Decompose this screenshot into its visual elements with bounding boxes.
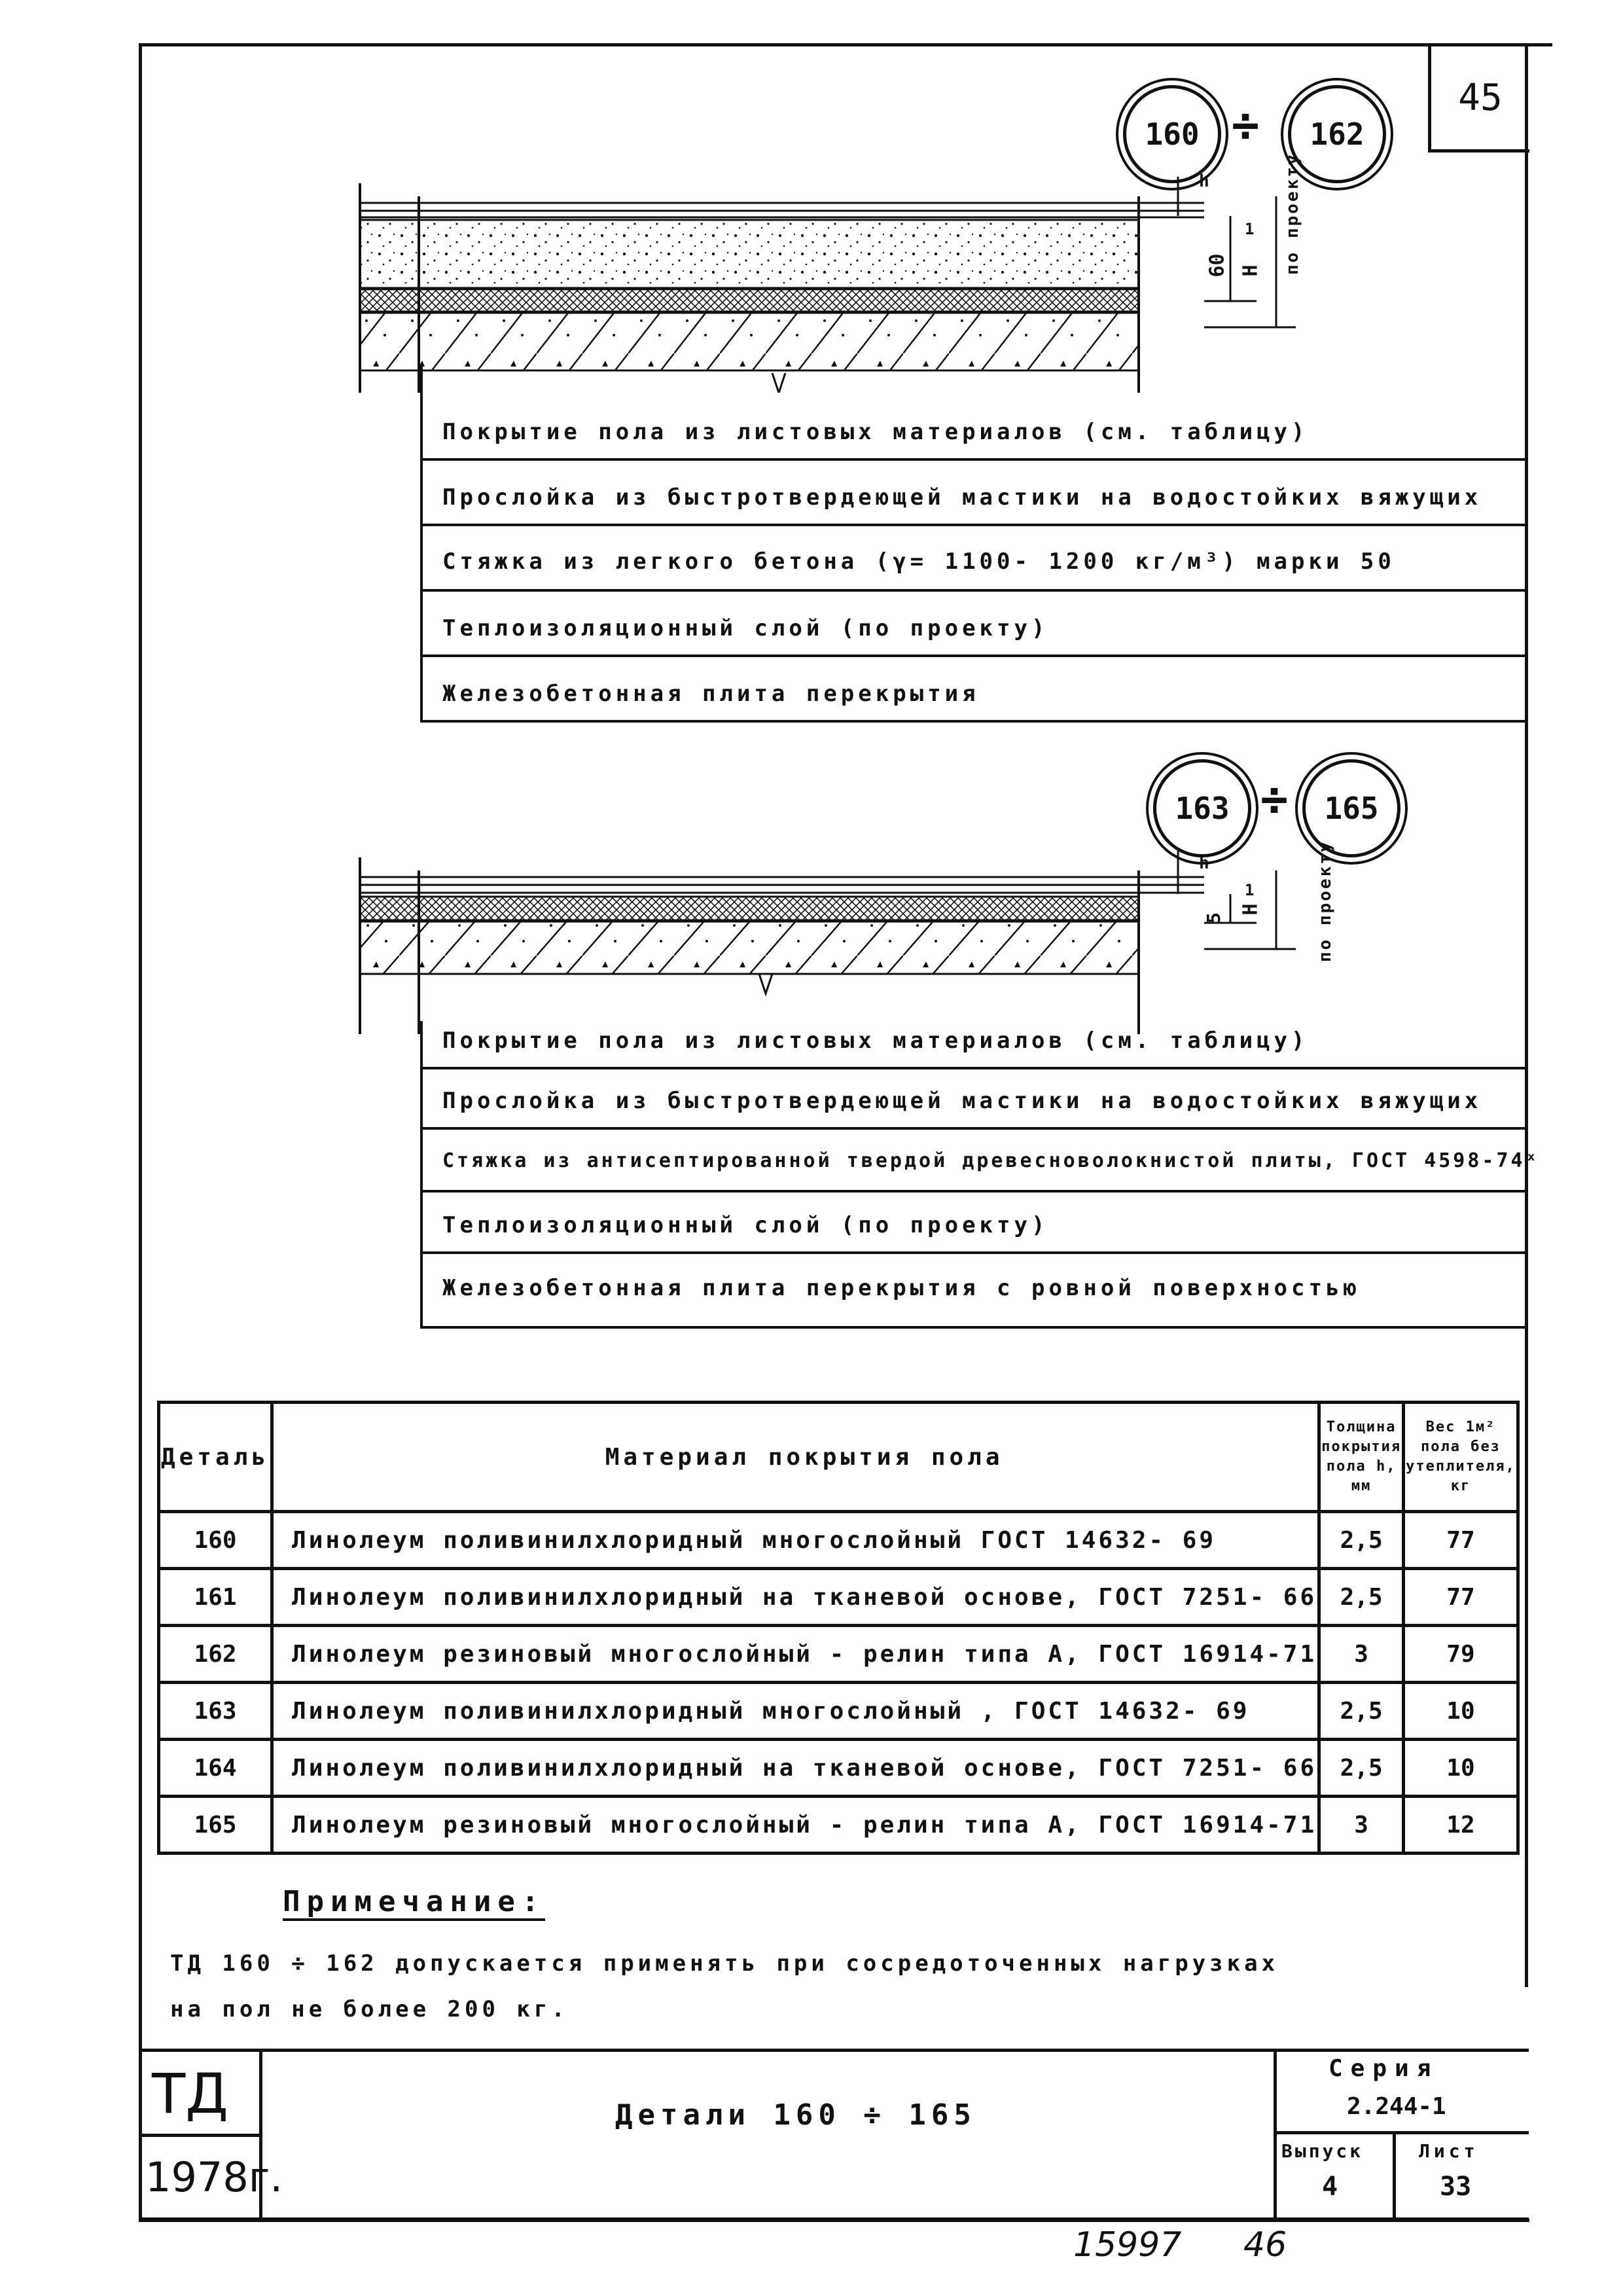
- cell-detail: 161: [159, 1569, 272, 1626]
- cell-weight: 10: [1404, 1740, 1518, 1797]
- stamp-divider: [1274, 2131, 1529, 2134]
- layer-3-label: Стяжка из антисептированной твердой древесноволокнистой плиты, ГОСТ 4598-74ˣ: [442, 1149, 1540, 1172]
- stamp-td: ТД: [152, 2062, 228, 2126]
- layer-divider: [420, 1127, 1526, 1130]
- col-header-material: Материал покрытия пола: [272, 1403, 1319, 1512]
- dim-5-label: 5: [1202, 912, 1224, 924]
- cell-material: Линолеум поливинилхлоридный на тканевой основе, ГОСТ 7251- 66: [272, 1740, 1319, 1797]
- range-divider: ÷: [1232, 98, 1260, 152]
- layer-divider: [420, 720, 1526, 723]
- cell-material: Линолеум поливинилхлоридный многослойный , ГОСТ 14632- 69: [272, 1683, 1319, 1740]
- col-header-detail: Деталь: [159, 1403, 272, 1512]
- layer-1-label: Покрытие пола из листовых материалов (см. таблицу): [442, 1028, 1309, 1054]
- cell-thickness: 2,5: [1319, 1569, 1404, 1626]
- dim-H-label: H: [1239, 264, 1262, 277]
- layer-divider: [420, 1326, 1526, 1329]
- handwritten-number: 15997: [1073, 2225, 1182, 2265]
- layer-divider: [420, 589, 1526, 592]
- detail-mark-162: 162: [1288, 85, 1386, 183]
- detail-mark-160: 160: [1123, 85, 1221, 183]
- layer-divider: [420, 1067, 1526, 1069]
- layer-2-label: Прослойка из быстротвердеющей мастики на водостойких вяжущих: [442, 1088, 1482, 1114]
- sheet-number: 45: [1428, 46, 1529, 152]
- materials-table: [157, 1401, 1520, 1855]
- detail-mark-163: 163: [1153, 759, 1251, 857]
- table-row: [159, 1569, 1518, 1626]
- layer-divider: [420, 1251, 1526, 1254]
- layer-divider: [420, 655, 1526, 657]
- dim-h-label: h: [1199, 853, 1209, 873]
- stamp-divider: [139, 2134, 260, 2137]
- dim-h-label: h: [1199, 171, 1209, 191]
- frame-right-border: [1525, 43, 1528, 1987]
- note-title: Примечание:: [283, 1885, 545, 1921]
- stamp-year: 1978г.: [145, 2153, 283, 2201]
- cell-material: Линолеум поливинилхлоридный на тканевой основе, ГОСТ 7251- 66: [272, 1569, 1319, 1626]
- cell-detail: 164: [159, 1740, 272, 1797]
- stamp-series-value: 2.244-1: [1347, 2093, 1446, 2120]
- dim-1-label: 1: [1245, 881, 1255, 899]
- layer-5-label: Железобетонная плита перекрытия: [442, 681, 980, 707]
- layer-5-label: Железобетонная плита перекрытия с ровной поверхностью: [442, 1275, 1361, 1301]
- stamp-divider: [1393, 2131, 1396, 2219]
- stamp-bottom-border: [139, 2217, 1529, 2221]
- stamp-sheet-value: 33: [1440, 2172, 1472, 2202]
- cell-detail: 160: [159, 1512, 272, 1569]
- table-row: [159, 1740, 1518, 1797]
- floor-section-drawing-1: [353, 177, 1374, 393]
- table-row: [159, 1626, 1518, 1683]
- cell-detail: 163: [159, 1683, 272, 1740]
- cell-weight: 77: [1404, 1569, 1518, 1626]
- floor-section-drawing-2: [353, 851, 1374, 1034]
- cell-thickness: 2,5: [1319, 1740, 1404, 1797]
- stamp-title: Детали 160 ÷ 165: [615, 2098, 976, 2132]
- cell-thickness: 2,5: [1319, 1512, 1404, 1569]
- cell-weight: 77: [1404, 1512, 1518, 1569]
- stamp-series-label: Серия: [1329, 2055, 1439, 2082]
- cell-weight: 12: [1404, 1797, 1518, 1854]
- stamp-sheet-label: Лист: [1419, 2140, 1479, 2162]
- detail-mark-165: 165: [1302, 759, 1400, 857]
- dim-side-label: по проекту: [1283, 152, 1302, 275]
- cell-material: Линолеум резиновый многослойный - релин типа А, ГОСТ 16914-71: [272, 1797, 1319, 1854]
- layer-divider: [420, 458, 1526, 461]
- stamp-issue-value: 4: [1322, 2172, 1338, 2202]
- layer-1-label: Покрытие пола из листовых материалов (см. таблицу): [442, 419, 1309, 445]
- stamp-top-border: [139, 2049, 1529, 2052]
- layer-divider: [420, 1190, 1526, 1193]
- cell-thickness: 3: [1319, 1797, 1404, 1854]
- stamp-issue-label: Выпуск: [1281, 2140, 1364, 2162]
- note-line-1: ТД 160 ÷ 162 допускается применять при сосредоточенных нагрузках: [170, 1950, 1279, 1977]
- table-row: [159, 1512, 1518, 1569]
- layer-2-label: Прослойка из быстротвердеющей мастики на водостойких вяжущих: [442, 484, 1482, 511]
- col-header-thickness: Толщина покрытия пола h, мм: [1319, 1403, 1404, 1512]
- handwritten-page: 46: [1243, 2225, 1287, 2265]
- note-line-2: на пол не более 200 кг.: [170, 1996, 569, 2022]
- cell-detail: 165: [159, 1797, 272, 1854]
- table-row: [159, 1797, 1518, 1854]
- layer-4-label: Теплоизоляционный слой (по проекту): [442, 1212, 1049, 1238]
- cell-thickness: 3: [1319, 1626, 1404, 1683]
- dim-H-label: H: [1239, 903, 1262, 916]
- cell-material: Линолеум резиновый многослойный - релин типа А, ГОСТ 16914-71: [272, 1626, 1319, 1683]
- dim-60-label: 60: [1205, 253, 1229, 278]
- table-row: [159, 1683, 1518, 1740]
- layer-4-label: Теплоизоляционный слой (по проекту): [442, 615, 1049, 641]
- dim-1-label: 1: [1245, 220, 1255, 238]
- layer-divider: [420, 524, 1526, 526]
- col-header-weight: Вес 1м² пола без утеплителя, кг: [1404, 1403, 1518, 1512]
- layer-3-label: Стяжка из легкого бетона (γ= 1100- 1200 кг/м³) марки 50: [442, 548, 1395, 575]
- cell-weight: 10: [1404, 1683, 1518, 1740]
- cell-detail: 162: [159, 1626, 272, 1683]
- range-divider: ÷: [1260, 772, 1289, 826]
- cell-thickness: 2,5: [1319, 1683, 1404, 1740]
- legend-leader-line: [420, 367, 423, 720]
- table-header-row: [159, 1403, 1518, 1512]
- dim-side-label: по проекту: [1315, 840, 1335, 962]
- cell-material: Линолеум поливинилхлоридный многослойный ГОСТ 14632- 69: [272, 1512, 1319, 1569]
- cell-weight: 79: [1404, 1626, 1518, 1683]
